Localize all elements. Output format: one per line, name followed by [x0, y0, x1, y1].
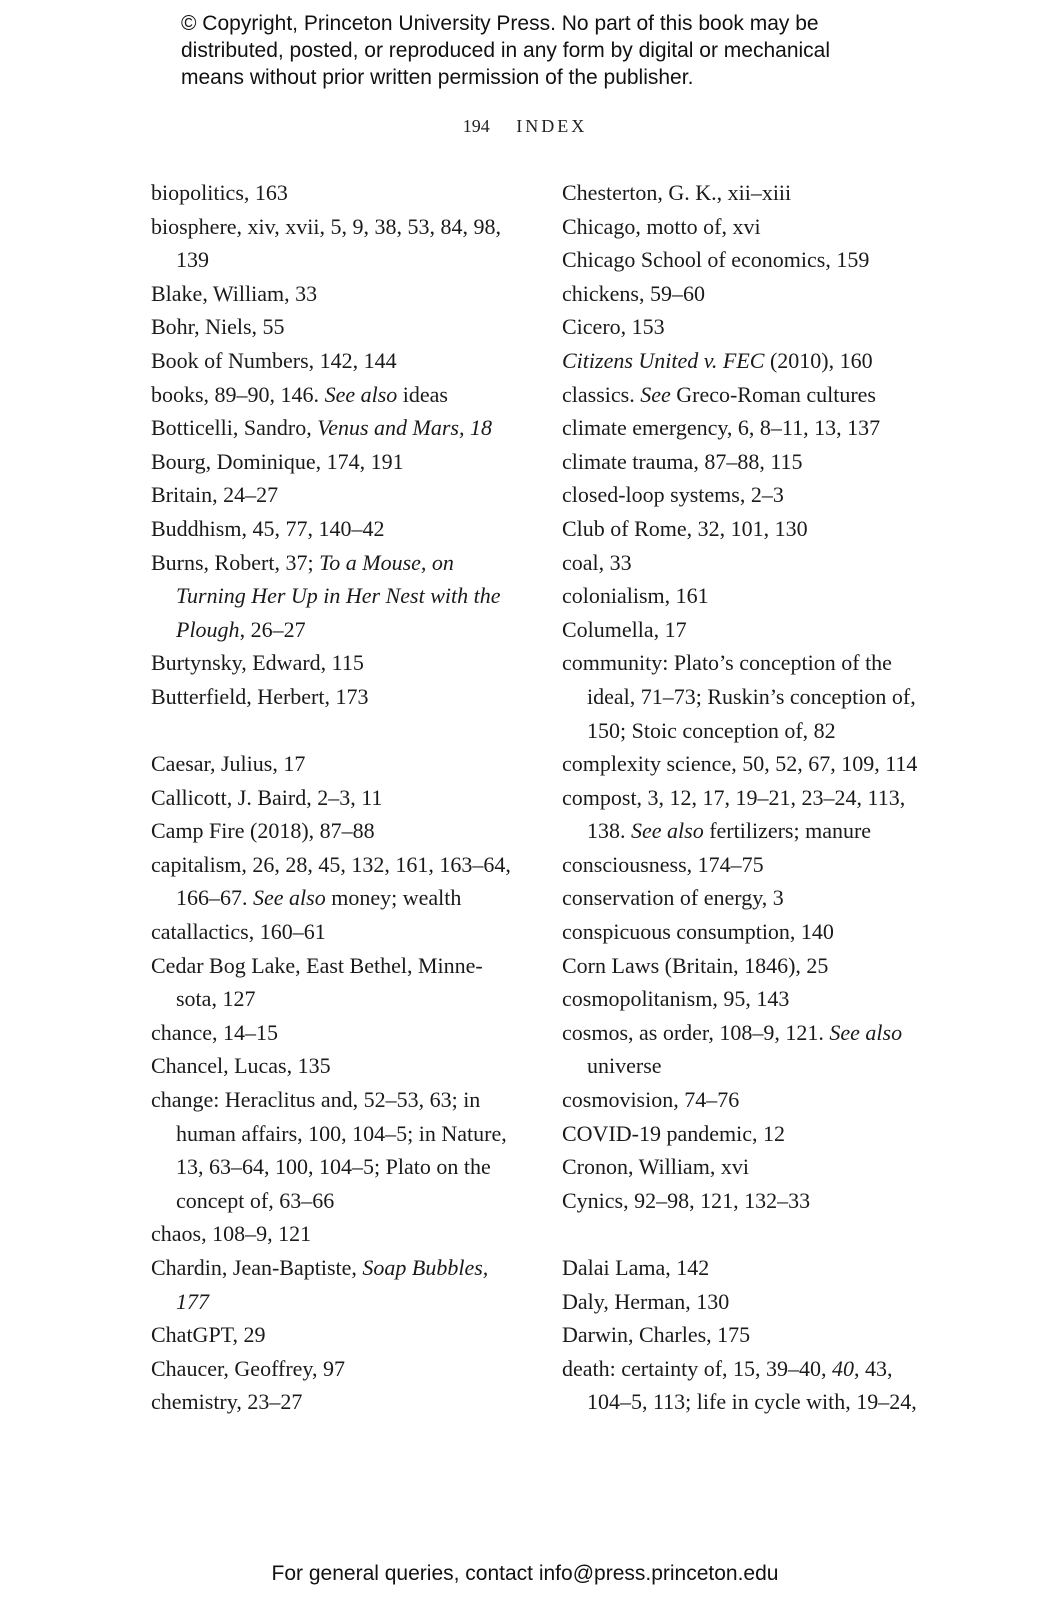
index-entry-text: biopolitics, 163 [151, 180, 288, 205]
index-entry-text: 40 [832, 1355, 855, 1381]
index-entry-text: Columella, 17 [562, 616, 687, 642]
index-entry-text: fertilizers; manure [703, 818, 872, 844]
index-entry [562, 176, 932, 210]
index-entry-text: cosmopolitanism, 95, 143 [562, 986, 790, 1012]
index-entry [151, 546, 521, 647]
index-entry-text: See also [631, 818, 704, 844]
index-entry-text: Greco-Roman cultures [670, 381, 876, 407]
index-entry [151, 1318, 521, 1352]
index-entry-text: community: Plato’s conception of the ideal, 71–73; Ruskin’s conception of, 150; Stoic conception of, 82 [562, 650, 916, 743]
index-entry [562, 881, 932, 915]
index-entry [151, 344, 521, 378]
index-entry-text: Daly, Herman, 130 [562, 1288, 730, 1314]
index-entry-text: , 26–27 [239, 616, 306, 642]
index-entry [562, 310, 932, 344]
running-head [0, 116, 1050, 137]
index-entry-text: universe [587, 1053, 662, 1079]
index-entry-text: Chancel, Lucas, 135 [151, 1053, 331, 1079]
copyright-line: © Copyright, Princeton University Press. No part of this book may be [181, 12, 819, 35]
index-entry [562, 512, 932, 546]
index-entry [151, 848, 521, 915]
index-entry [562, 1251, 932, 1285]
copyright-notice [181, 10, 941, 91]
index-entry [562, 747, 932, 781]
index-entry-text: death: certainty of, 15, 39–40, [562, 1355, 833, 1381]
index-entry-text: Butterfield, Herbert, 173 [151, 683, 369, 709]
index-entry-text: Club of Rome, 32, 101, 130 [562, 515, 808, 541]
index-entry-text: Caesar, Julius, 17 [151, 751, 306, 777]
index-entry [562, 1117, 932, 1151]
index-entry [562, 546, 932, 580]
copyright-line: means without prior written permission of the publisher. [181, 66, 694, 89]
index-entry-text: Britain, 24–27 [151, 482, 279, 508]
index-entry [562, 1083, 932, 1117]
index-entry-text: conspicuous consumption, 140 [562, 919, 834, 945]
index-entry-text: money; wealth [325, 885, 462, 911]
index-entry [151, 814, 521, 848]
index-entry-text: chemistry, 23–27 [151, 1389, 303, 1415]
index-entry [562, 1318, 932, 1352]
index-entry [151, 1083, 521, 1217]
index-entry [151, 915, 521, 949]
index-entry-text: (2010), 160 [764, 347, 873, 373]
index-entry [562, 1184, 932, 1218]
index-entry-text: conservation of energy, 3 [562, 885, 784, 911]
index-entry-text: Book of Numbers, 142, 144 [151, 347, 397, 373]
index-entry-text: Dalai Lama, 142 [562, 1255, 710, 1280]
index-entry-text: Cynics, 92–98, 121, 132–33 [562, 1187, 811, 1213]
index-entry-text: See also [253, 885, 326, 911]
copyright-line: distributed, posted, or reproduced in any form by digital or mechanical [181, 39, 831, 62]
section-title: INDEX [516, 116, 588, 136]
index-column-right [562, 176, 932, 1419]
index-entry [151, 512, 521, 546]
index-entry-text: classics. [562, 381, 641, 407]
index-entry-text: Soap Bubbles, 177 [176, 1255, 489, 1314]
index-entry [151, 1385, 521, 1419]
index-entry [562, 982, 932, 1016]
index-entry-text: To a Mouse, on Turning Her Up in Her Nest with the Plough [176, 549, 501, 642]
index-entry-text: Burtynsky, Edward, 115 [151, 650, 364, 676]
index-entry-text: See also [324, 381, 398, 407]
index-entry-text: closed-loop systems, 2–3 [562, 482, 784, 508]
index-entry [562, 1150, 932, 1184]
index-entry [562, 781, 932, 848]
index-column-left [151, 176, 521, 1419]
index-entry-text: Bohr, Niels, 55 [151, 314, 285, 340]
index-entry-text: complexity science, 50, 52, 67, 109, 114 [562, 751, 918, 777]
index-entry-text: Buddhism, 45, 77, 140–42 [151, 515, 385, 541]
index-entry-text: Chesterton, G. K., xii–xiii [562, 180, 792, 205]
index-entry-text: Chicago School of economics, 159 [562, 247, 870, 273]
index-entry-text: ChatGPT, 29 [151, 1322, 266, 1348]
index-entry-text: chickens, 59–60 [562, 280, 705, 306]
index-entry-text: cosmos, as order, 108–9, 121. [562, 1019, 830, 1045]
index-entry [151, 411, 521, 445]
index-entry-text: climate trauma, 87–88, 115 [562, 448, 803, 474]
index-entry [151, 176, 521, 210]
index-entry [151, 1352, 521, 1386]
index-entry [562, 344, 932, 378]
index-entry [151, 747, 521, 781]
index-entry [151, 1251, 521, 1318]
index-entry-text: Cedar Bog Lake, East Bethel, Minne-sota, 127 [151, 952, 483, 1012]
index-entry [562, 579, 932, 613]
index-entry [562, 243, 932, 277]
index-entry-text: Bourg, Dominique, 174, 191 [151, 448, 404, 474]
footer-contact: For general queries, contact info@press.princeton.edu [271, 1562, 779, 1585]
index-entry-text: COVID-19 pandemic, 12 [562, 1120, 786, 1146]
index-entry-text: chance, 14–15 [151, 1019, 279, 1045]
index-entry-text: books, 89–90, 146. [151, 381, 325, 407]
index-entry-text: Cicero, 153 [562, 314, 665, 340]
index-entry [151, 781, 521, 815]
index-entry [562, 915, 932, 949]
index-entry [151, 680, 521, 714]
index-entry-text: biosphere, xiv, xvii, 5, 9, 38, 53, 84, 98, 139 [151, 213, 501, 273]
index-entry [562, 613, 932, 647]
index-entry-text: change: Heraclitus and, 52–53, 63; in human affairs, 100, 104–5; in Nature, 13, 63–64, 100, 104–5; Plato on the concept of, 63–66 [151, 1087, 507, 1213]
index-entry [562, 445, 932, 479]
index-entry [151, 378, 521, 412]
index-entry [151, 478, 521, 512]
index-entry-text: Botticelli, Sandro, [151, 415, 318, 441]
index-entry [562, 848, 932, 882]
index-entry [562, 1285, 932, 1319]
index-entry [562, 949, 932, 983]
index-entry [562, 478, 932, 512]
index-entry-text: See [640, 381, 671, 407]
index-entry [562, 1016, 932, 1083]
index-entry-text: compost, 3, 12, 17, 19–21, 23–24, 113, 138. [562, 784, 906, 844]
index-entry [151, 646, 521, 680]
index-entry-text: consciousness, 174–75 [562, 851, 764, 877]
index-entry [151, 949, 521, 1016]
index-entry-text: capitalism, 26, 28, 45, 132, 161, 163–64, 166–67. [151, 851, 511, 911]
index-entry [562, 646, 932, 747]
index-entry-text: Citizens United v. FEC [562, 347, 765, 373]
index-entry-text: coal, 33 [562, 549, 632, 575]
index-entry-text: catallactics, 160–61 [151, 919, 326, 945]
index-entry [151, 1217, 521, 1251]
index-entry [151, 1016, 521, 1050]
index-entry-text: cosmovision, 74–76 [562, 1087, 740, 1113]
index-entry-text: colonialism, 161 [562, 583, 709, 609]
index-entry-text: Chardin, Jean-Baptiste, [151, 1255, 363, 1280]
index-entry [562, 210, 932, 244]
index-entry [562, 277, 932, 311]
index-entry-text: Burns, Robert, 37; [151, 549, 320, 575]
index-entry-text: Callicott, J. Baird, 2–3, 11 [151, 784, 383, 810]
page-number: 194 [462, 116, 490, 136]
index-entry-text: See also [829, 1019, 903, 1045]
index-entry-text: climate emergency, 6, 8–11, 13, 137 [562, 415, 881, 441]
index-entry-text: Venus and Mars, 18 [317, 415, 492, 441]
index-entry [151, 277, 521, 311]
index-entry [151, 1049, 521, 1083]
index-entry-text: Cronon, William, xvi [562, 1154, 749, 1180]
index-entry-text: Darwin, Charles, 175 [562, 1322, 751, 1348]
index-entry [562, 1352, 932, 1419]
index-entry-text: , 43, 104–5, 113; life in cycle with, 19–24, [587, 1355, 917, 1415]
index-entry-text: Camp Fire (2018), 87–88 [151, 818, 375, 844]
index-entry [562, 378, 932, 412]
index-entry-text: ideas [397, 381, 448, 407]
index-entry-text: Corn Laws (Britain, 1846), 25 [562, 952, 829, 978]
index-entry [151, 445, 521, 479]
index-entry [562, 411, 932, 445]
index-entry-text: chaos, 108–9, 121 [151, 1221, 312, 1247]
index-entry-text: Chicago, motto of, xvi [562, 213, 761, 239]
index-entry-text: Chaucer, Geoffrey, 97 [151, 1355, 345, 1381]
index-entry [151, 210, 521, 277]
index-entry-text: Blake, William, 33 [151, 280, 318, 306]
index-entry [151, 310, 521, 344]
